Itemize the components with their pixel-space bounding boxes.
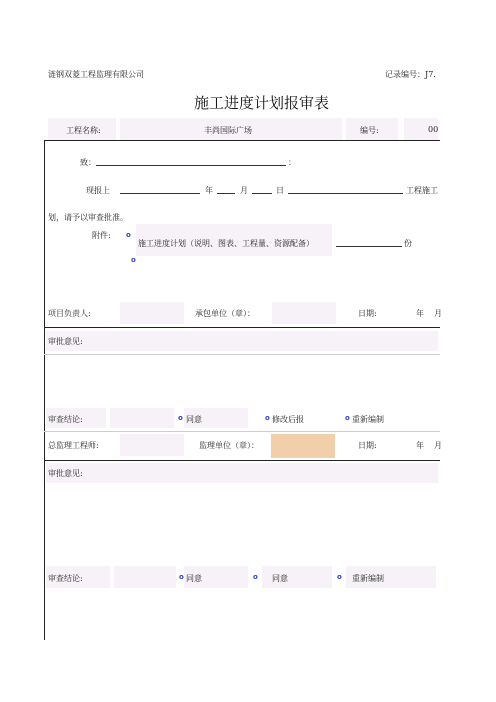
date-month-label: 月 xyxy=(434,309,442,318)
chief-engineer-field[interactable] xyxy=(120,434,184,456)
attachment-circle-icon: o xyxy=(131,256,136,264)
section-divider xyxy=(44,327,440,328)
project-number-label: 编号: xyxy=(360,126,379,135)
table-left-border xyxy=(44,140,45,640)
day-label: 日 xyxy=(276,186,284,195)
opinion-cell xyxy=(46,331,438,351)
contractor-field[interactable] xyxy=(272,302,336,324)
month-field[interactable] xyxy=(217,193,235,194)
copies-field[interactable] xyxy=(336,246,402,247)
approve-option[interactable]: 同意 xyxy=(272,574,288,583)
redo-radio-icon[interactable]: o xyxy=(345,414,350,422)
chief-engineer-label: 总监理工程师: xyxy=(48,441,99,450)
conclusion-label: 审查结论: xyxy=(48,415,83,424)
date-label: 日期: xyxy=(358,309,377,318)
attachment-item: 施工进度计划（说明、图表、工程量、资源配备） xyxy=(138,239,314,248)
redo-option[interactable]: 重新编制 xyxy=(352,415,384,424)
redo-radio-icon[interactable]: o xyxy=(337,573,342,581)
opinion-label: 审批意见: xyxy=(48,469,83,478)
table-top-border xyxy=(44,140,440,141)
date-year-label: 年 xyxy=(416,441,424,450)
revise-option[interactable]: 修改后报 xyxy=(272,415,304,424)
copies-label: 份 xyxy=(404,239,412,248)
revise-radio-icon[interactable]: o xyxy=(265,414,270,422)
contractor-label: 承包单位（章）： xyxy=(195,309,255,318)
approve-option[interactable]: 同意 xyxy=(186,574,202,583)
month-label: 月 xyxy=(240,186,248,195)
work-field[interactable] xyxy=(288,193,403,194)
project-name-label: 工程名称: xyxy=(66,126,101,135)
company-name: 涟钢双菱工程监理有限公司 xyxy=(48,70,144,79)
record-number-label: 记录编号：J7. xyxy=(385,70,436,79)
date-year-label: 年 xyxy=(416,309,424,318)
approve-radio-icon[interactable]: o xyxy=(179,573,184,581)
date-label: 日期: xyxy=(358,441,377,450)
opinion-cell xyxy=(46,463,438,483)
year-label: 年 xyxy=(205,186,213,195)
date-month-label: 月 xyxy=(434,441,442,450)
project-name-value: 丰尚国际广场 xyxy=(204,126,252,135)
section-divider xyxy=(44,460,440,461)
project-field[interactable] xyxy=(120,193,200,194)
submitted-label: 现报上 xyxy=(86,186,110,195)
conclusion-spacer-cell xyxy=(110,408,174,428)
approve-radio-icon[interactable]: o xyxy=(178,414,183,422)
project-number-value: 00 xyxy=(428,125,439,134)
attachment-circle-icon: o xyxy=(126,231,131,239)
day-field[interactable] xyxy=(252,193,272,194)
page-title: 施工进度计划报审表 xyxy=(194,94,330,112)
attachment-label: 附件: xyxy=(92,231,111,240)
approve-option[interactable]: 同意 xyxy=(186,415,202,424)
supervisor-label: 监理单位（章）： xyxy=(199,441,259,450)
opinion-label: 审批意见: xyxy=(48,337,83,346)
request-text: 划，请予以审查批准。 xyxy=(48,213,128,222)
to-label: 致： xyxy=(80,158,96,167)
row-divider xyxy=(44,354,440,355)
row-divider xyxy=(44,431,440,432)
to-field[interactable] xyxy=(96,165,286,166)
redo-option[interactable]: 重新编制 xyxy=(352,574,384,583)
conclusion-label: 审查结论: xyxy=(48,574,83,583)
approve-radio-icon[interactable]: o xyxy=(253,573,258,581)
conclusion-spacer-cell xyxy=(114,566,176,588)
pm-label: 项目负责人: xyxy=(48,309,91,318)
to-colon: ： xyxy=(288,158,296,167)
supervisor-stamp-field[interactable] xyxy=(271,434,335,458)
work-label: 工程施工 xyxy=(406,186,438,195)
pm-field[interactable] xyxy=(120,302,184,324)
